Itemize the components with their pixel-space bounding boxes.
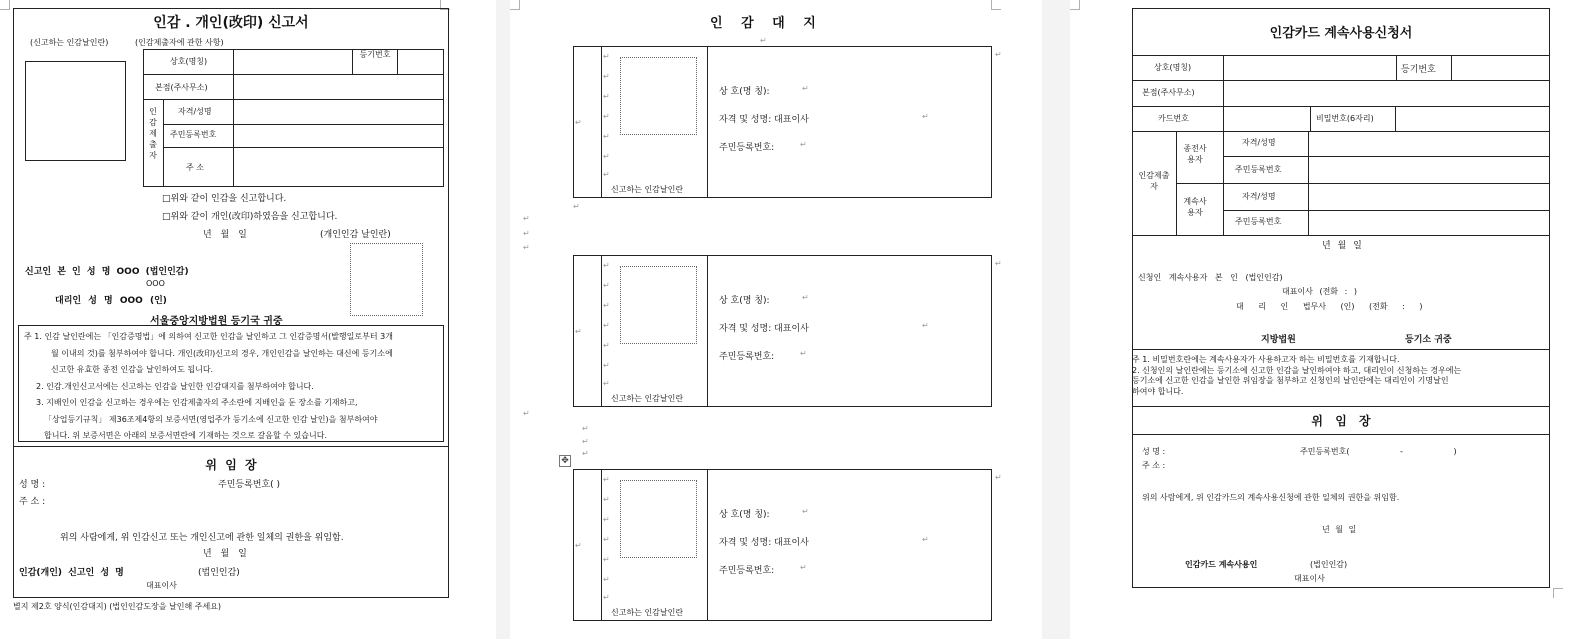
seal-card-company: 상 호(명 칭): (719, 87, 770, 97)
poa-title: 위 임 장 (205, 458, 257, 472)
note-line: 2. 인감.개인신고서에는 신고하는 인감을 날인한 인감대지를 첨부하여야 합니다. (36, 381, 314, 391)
label-card-number: 카드번호 (1158, 114, 1189, 123)
label-registration-no: 등기번호 (1401, 65, 1436, 75)
label-address: 주 소 (186, 163, 204, 172)
renewal-form-title: 인감카드 계속사용신청서 (1269, 26, 1413, 41)
personal-seal-box[interactable] (350, 243, 423, 316)
seal-card-company: 상 호(명 칭): (719, 510, 770, 520)
note-line: 월 이내의 것)를 첨부하여야 합니다. 개인(改印)신고의 경우, 개인인감을 날인하는 대신에 등기소에 (51, 348, 393, 358)
notes-list (24, 329, 393, 445)
input-qualification-name[interactable] (234, 100, 443, 123)
seal-card-qualification: 자격 및 성명: 대표이사 (719, 115, 809, 125)
seal-card-caption: 신고하는 인감날인란 (611, 394, 684, 403)
poa-date: 년 월 일 (1322, 525, 1357, 534)
label-previous-user: 종전사용자 (1183, 144, 1207, 164)
page-3 (1070, 0, 1583, 639)
label-seal-submitter: 인감제출자 (1138, 171, 1170, 191)
declarant-signature: 신고인 본 인 성 명 OOO (법인인감) (25, 267, 189, 277)
note-line: 합니다. 위 보증서면은 아래의 보증서면란에 기재하는 것으로 갈음할 수 있습니다. (44, 431, 327, 440)
poa-representative: 대표이사 (1294, 574, 1325, 583)
label-seal-submitter: 인감제출자 (149, 107, 157, 160)
declarant-placeholder: OOO (146, 279, 165, 288)
poa-statement: 위의 사람에게, 위 인감신고 또는 개인신고에 관한 일체의 권한을 위임함. (60, 533, 344, 543)
seal-card-qualification: 자격 및 성명: 대표이사 (719, 538, 809, 548)
seal-stamp-area[interactable] (620, 57, 697, 135)
label-resident-number: 주민등록번호 (170, 130, 217, 139)
page-1 (0, 0, 496, 639)
seal-sheet-title: 인 감 대 지 (710, 16, 823, 31)
seal-stamp-area[interactable] (620, 266, 697, 344)
input-address[interactable] (234, 148, 443, 186)
label-company-name: 상호(명칭) (1154, 63, 1192, 72)
note-line: 2. 신청인의 날인란에는 등기소에 신고한 인감을 날인하여야 하고, 대리인이 신청하는 경우에는 (1132, 365, 1462, 375)
court-recipient: 지방법원 (1261, 335, 1296, 345)
poa-seal-caption: (법인인감) (198, 568, 240, 578)
seal-stamp-box[interactable] (25, 61, 126, 161)
agent-signature: 대리인 성 명 OOO (인) (55, 296, 167, 306)
label-head-office: 본점(주사무소) (1142, 88, 1195, 97)
label-qualification-name: 자격/성명 (178, 107, 212, 116)
input-head-office[interactable] (234, 75, 443, 98)
seal-card-qualification: 자격 및 성명: 대표이사 (719, 324, 809, 334)
seal-stamp-area[interactable] (620, 480, 697, 558)
note-line: 주 1. 비밀번호란에는 계속사용자가 사용하고자 하는 비밀번호를 기재합니다. (1132, 355, 1400, 364)
input-head-office[interactable] (1224, 81, 1549, 105)
report-date: 년 월 일 (203, 230, 247, 240)
input-company-name[interactable] (234, 50, 351, 73)
seal-card-rrn: 주민등록번호: (719, 143, 775, 153)
poa-representative: 대표이사 (146, 581, 177, 590)
seal-card-caption: 신고하는 인감날인란 (611, 608, 684, 617)
page-2: 인 감 대 지 ✥ 신고하는 인감날인란 상 호(명 칭): 자격 및 성명: 대표이사 주민등록번호: 신고하는 인감날인란 상 호(명 칭): 자격 및 성명: 대표이사 주민등록번호: 신고하는 인감날인란 상 호(명 칭): 자격 및 성명: 대표이사 주민등록번호: ↵ ↵ ↵ ↵ ↵ ↵ ↵ ↵ ↵ ↵ ↵ ↵ ↵ ↵ ↵ ↵ ↵ ↵ ↵ ↵ ↵ ↵ ↵ ↵ ↵ ↵ ↵ ↵ ↵ ↵ ↵ ↵ ↵ ↵ ↵ ↵ ↵ ↵ ↵ ↵ ↵ ↵ ↵ ↵ ↵ (510, 0, 1042, 639)
poa-seal-caption: (법인인감) (1310, 560, 1348, 569)
poa-name-label: 성 명 : (1142, 447, 1166, 456)
input-password[interactable] (1396, 107, 1549, 130)
seal-card-company: 상 호(명 칭): (719, 296, 770, 306)
poa-name-label: 성 명 : (19, 480, 46, 490)
crop-mark (1070, 0, 1080, 10)
note-line: 3. 지배인이 인감을 신고하는 경우에는 인감제출자의 주소란에 지배인을 둔 장소를 기재하고, (36, 398, 358, 407)
note-line: 등기소에 신고한 인감을 날인한 위임장을 첨부하고 신청인의 날인란에는 대리인이 기명날인 (1132, 376, 1449, 385)
input-resident-number[interactable] (234, 125, 443, 146)
checkbox-report-seal[interactable]: □위와 같이 인감을 신고합니다. (162, 194, 287, 204)
label-resident-number: 주민등록번호 (1235, 217, 1282, 226)
poa-title: 위 임 장 (1311, 414, 1371, 428)
seal-card-rrn: 주민등록번호: (719, 352, 775, 362)
renewal-date: 년 월 일 (1322, 241, 1362, 251)
personal-seal-caption: (개인인감 날인란) (320, 230, 391, 240)
applicant-rep-phone: 대표이사 (전화 : ) (1282, 287, 1357, 296)
label-registration-no: 등기번호 (359, 50, 391, 59)
poa-statement: 위의 사람에게, 위 인감카드의 계속사용신청에 관한 일체의 권한을 위임함. (1142, 493, 1400, 502)
submitter-section-caption: (인감제출자에 관한 사항) (135, 38, 224, 47)
seal-card-rrn: 주민등록번호: (719, 566, 775, 576)
input-company-name[interactable] (1224, 56, 1395, 79)
input-registration-no[interactable] (1452, 56, 1549, 79)
note-line: 「상업등기규칙」 제36조제4항의 보증서면(영업주가 등기소에 신고한 인감 날인)을 첨부하여야 (44, 414, 378, 424)
poa-signatory: 인감(개인) 신고인 성 명 (19, 568, 124, 578)
poa-date: 년 월 일 (203, 549, 247, 559)
label-qualification-name: 자격/성명 (1242, 192, 1276, 201)
label-qualification-name: 자격/성명 (1242, 138, 1276, 147)
checkbox-report-change[interactable]: □위와 같이 개인(改印)하였음을 신고합니다. (162, 212, 338, 222)
applicant-signature: 신청인 계속사용자 본 인 (법인인감) (1138, 273, 1283, 282)
label-continuing-user: 계속사용자 (1183, 197, 1207, 217)
label-company-name: 상호(명칭) (170, 57, 208, 66)
label-password: 비밀번호(6자리) (1316, 114, 1374, 123)
input-card-number[interactable] (1224, 107, 1309, 130)
crop-mark (1553, 588, 1563, 598)
renewal-notes (1132, 355, 1550, 397)
poa-rrn-label: 주민등록번호( - ) (1300, 447, 1457, 456)
note-line: 하여야 합니다. (1132, 386, 1184, 396)
note-line: 신고한 유효한 종전 인감을 날인하여도 됩니다. (51, 365, 214, 374)
move-handle-icon[interactable]: ✥ (559, 455, 571, 467)
crop-mark (510, 0, 520, 10)
poa-address-label: 주 소 : (19, 497, 46, 507)
label-head-office: 본점(주사무소) (155, 83, 208, 92)
poa-rrn-label: 주민등록번호( ) (218, 480, 281, 490)
registry-office-recipient: 등기소 귀중 (1405, 335, 1452, 345)
label-resident-number: 주민등록번호 (1235, 165, 1282, 174)
court-recipient: 서울중앙지방법원 등기국 귀중 (150, 316, 283, 327)
crop-mark (991, 0, 1001, 10)
crop-mark (0, 0, 10, 10)
attachment-footer: 별지 제2호 양식(인감대지) (법인인감도장을 날인해 주세요) (13, 602, 222, 611)
poa-signatory: 인감카드 계속사용인 (1185, 560, 1258, 569)
poa-address-label: 주 소 : (1142, 461, 1166, 470)
note-line: 주 1. 인감 날인란에는 「인감증명법」에 의하여 신고한 인감을 날인하고 그 인감증명서(발행일로부터 3개 (24, 332, 393, 341)
seal-card-caption: 신고하는 인감날인란 (611, 185, 684, 194)
form-title: 인감 . 개인(改印) 신고서 (153, 15, 309, 31)
seal-area-caption: (신고하는 인감날인란) (30, 38, 109, 47)
agent-signature: 대 리 인 법무사 (인) (전화 : ) (1236, 302, 1423, 311)
